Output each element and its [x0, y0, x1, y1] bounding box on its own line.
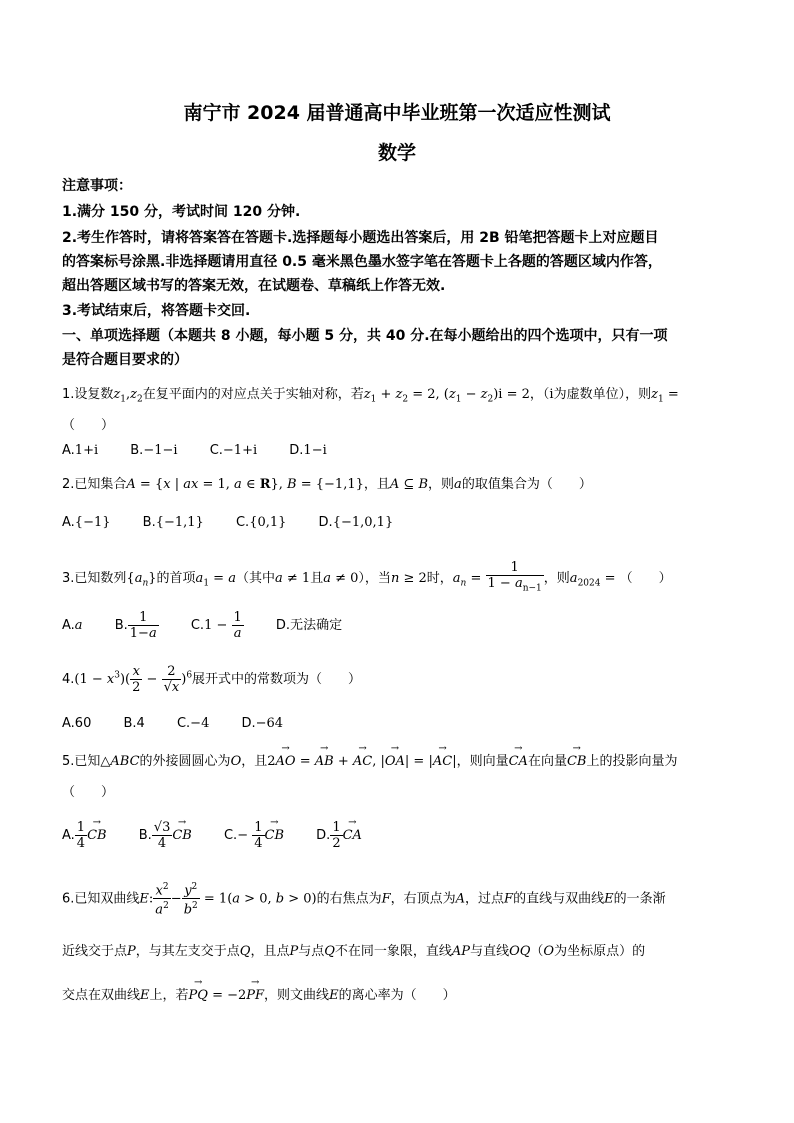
q1-option-b: B.−1−i [130, 443, 178, 458]
q4-option-c: C.−4 [176, 716, 210, 731]
question-5: 5.已知△ABC的外接圆圆心为O，且2→ AO = → AB + → AC, |→ OA| = |→ AC|，则向量→ CA在向量→ CB上的投影向量为 [62, 750, 734, 769]
q3-option-c: C.1 − $\frac{1}{a}$ [190, 610, 242, 641]
q4-option-a: A.60 [62, 716, 92, 731]
question-5-options [62, 820, 734, 851]
question-4-options [62, 716, 734, 731]
exam-title: 南宁市 2024 届普通高中毕业班第一次适应性测试 [183, 102, 611, 124]
question-5-paren: （ ） [62, 785, 115, 800]
q1-option-a: A.1+i [62, 443, 99, 458]
q3-option-d: D.无法确定 [275, 618, 343, 633]
q2-option-d: D.{−1,0,1} [318, 515, 394, 530]
question-6-line-2: 近线交于点P，与其左支交于点Q，且点P与点Q不在同一象限，直线AP与直线OQ（O为坐标原点）的 [62, 944, 646, 959]
q3-option-b: B. $\frac{1}{1-a}$ [114, 610, 157, 641]
q5-option-b: B. $\frac{√3}{4}$ → CB [139, 820, 192, 851]
q4-option-b: B.4 [123, 716, 145, 731]
notice-item-3: 3.考试结束后，将答题卡交回. [62, 303, 251, 319]
question-6-line-3: 交点在双曲线E上，若→ PQ = −2→ PF，则文曲线E的离心率为（ ） [62, 984, 734, 1003]
question-4: $4.(1 - x^3)$( $\frac{x}{2}$ − $\frac{2}{√x}$ )$^6$展开式中的常数项为（ ） [62, 664, 362, 695]
q5-option-c: C.− $\frac{1}{4}$ → CB [224, 820, 284, 851]
section1-line2: 是符合题目要求的） [62, 352, 188, 368]
notice-item-2c: 超出答题区域书写的答案无效，在试题卷、草稿纸上作答无效. [62, 278, 446, 294]
notice-item-2b: 的答案标号涂黑.非选择题请用直径 0.5 毫米黑色墨水签字笔在答题卡上各题的答题区域内作答， [62, 254, 662, 270]
q4-option-d: D.−64 [241, 716, 284, 731]
section1-line1: 一、单项选择题（本题共 8 小题，每小题 5 分，共 40 分.在每小题给出的四个选项中，只有一项 [62, 328, 668, 344]
q1-option-d: D.1−i [289, 443, 327, 458]
q5-option-d: D. $\frac{1}{2}$ → CA [316, 820, 362, 851]
q2-option-c: C.{0,1} [235, 515, 287, 530]
question-2-options [62, 515, 734, 530]
q1-option-c: C.−1+i [209, 443, 258, 458]
q3-option-a: A.a [62, 618, 83, 633]
q5-option-a: A. $\frac{1}{4}$ → CB [62, 820, 107, 851]
q2-option-b: B.{−1,1} [142, 515, 204, 530]
notice-heading: 注意事项： [62, 178, 132, 194]
question-3: 3.已知数列$\{a_n\}$的首项$a_1 = a$（其中a ≠ 1且a ≠ 0），当n ≥ 2时，$a_n$ = $\frac{1}{1 - a_{n-1}}$ ，则$a_{2024}$ = （ ） [62, 560, 672, 594]
notice-item-1: 1.满分 150 分，考试时间 120 分钟. [62, 204, 301, 220]
notice-item-2a: 2.考生作答时，请将答案答在答题卡.选择题每小题选出答案后，用 2B 铅笔把答题卡上对应题目 [62, 230, 659, 246]
subject-title: 数学 [377, 142, 416, 164]
q2-option-a: A.{−1} [62, 515, 111, 530]
question-2: 2.已知集合A = {x | ax = 1, a ∈ R}, B = {−1,1}，且A ⊆ B，则a的取值集合为（ ） [62, 477, 592, 492]
question-1: 1.设复数$z_1,z_2$在复平面内的对应点关于实轴对称，若$z_1 + z_2 = 2$, $(z_1 - z_2)i = 2$，（i为虚数单位），则$z_1$ = [62, 387, 679, 405]
question-1-options [62, 443, 734, 458]
question-1-paren: （ ） [62, 418, 115, 433]
question-3-options [62, 610, 734, 641]
question-6-line-1: 6.已知双曲线E: $\frac{x^2}{a^2}$ − $\frac{y^2}{b^2}$ = 1(a > 0, b > 0)的右焦点为F，右顶点为A，过点F的直线与双曲线E的一条渐 [62, 882, 666, 918]
